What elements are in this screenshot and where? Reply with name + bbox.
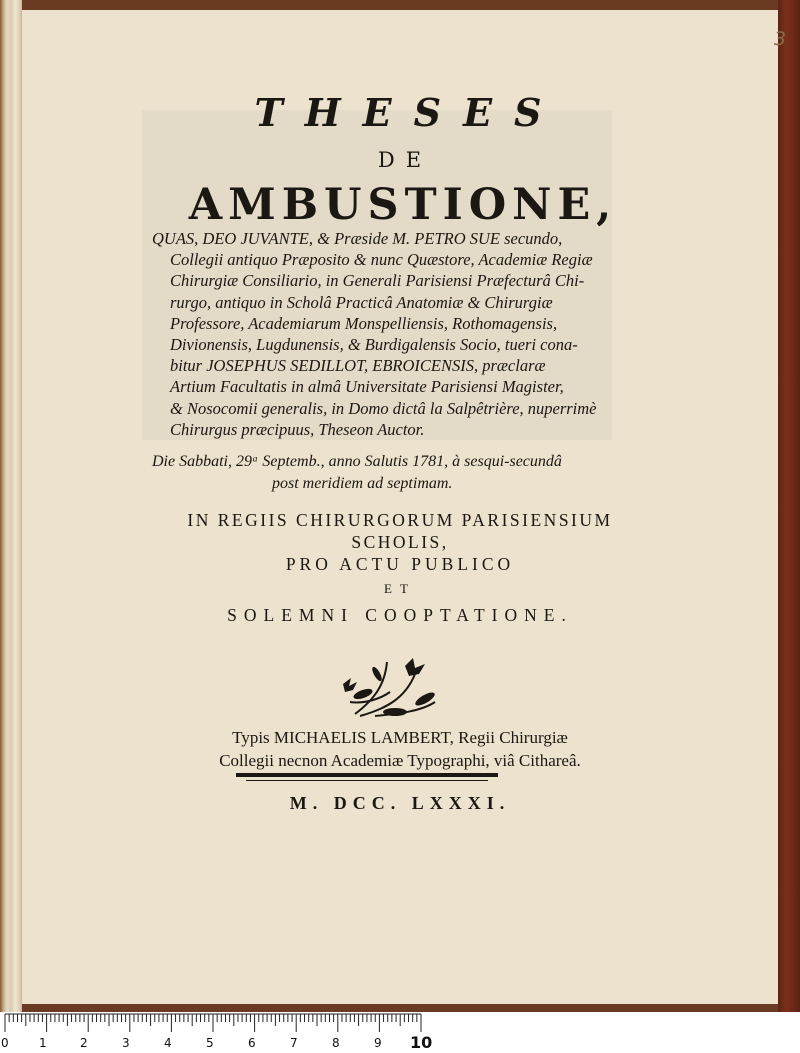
- page-gutter: [0, 0, 22, 1012]
- body-line: QUAS, DEO JUVANTE, & Præside M. PETRO SUE secundo,: [152, 229, 563, 248]
- body-line: Divionensis, Lugdunensis, & Burdigalensis Socio, tueri cona-: [170, 335, 578, 354]
- scale-ruler: [0, 1012, 800, 1053]
- title: THESES: [254, 90, 564, 135]
- ruler-label: 1: [39, 1036, 47, 1050]
- rule-line: [236, 773, 498, 777]
- ruler-label: 7: [290, 1036, 298, 1050]
- ruler-label: 8: [332, 1036, 340, 1050]
- location-line: IN REGIIS CHIRURGORUM PARISIENSIUM: [187, 510, 613, 530]
- ruler-ticks: [0, 1012, 800, 1053]
- ruler-label: 10: [410, 1033, 433, 1052]
- publication-year: M. DCC. LXXXI.: [289, 793, 511, 813]
- subject-title: AMBUSTIONE,: [188, 180, 618, 230]
- body-line: Chirurgiæ Consiliario, in Generali Parisiensi Præfecturâ Chi-: [170, 271, 585, 290]
- location-line: ET: [384, 581, 416, 596]
- body-line: rurgo, antiquo in Scholâ Practicâ Anatomiæ & Chirurgiæ: [170, 293, 553, 312]
- ruler-label: 6: [248, 1036, 256, 1050]
- title-page: [22, 10, 787, 1004]
- body-line: Artium Facultatis in almâ Universitate Parisiensi Magister,: [170, 377, 564, 396]
- body-line: Chirurgus præcipuus, Theseon Auctor.: [170, 420, 425, 439]
- ruler-label: 9: [374, 1036, 382, 1050]
- location-line: SCHOLIS,: [351, 532, 449, 552]
- ruler-label: 5: [206, 1036, 214, 1050]
- body-line: Professore, Academiarum Monspelliensis, Rothomagensis,: [170, 314, 558, 333]
- flower-ornament: [335, 654, 445, 722]
- binding-edge: [778, 0, 800, 1012]
- title-de: DE: [377, 148, 433, 172]
- ruler-label: 2: [80, 1036, 88, 1050]
- folio-number: 3: [774, 28, 787, 50]
- defense-time: post meridiem ad septimam.: [272, 475, 453, 492]
- printer-line: Typis MICHAELIS LAMBERT, Regii Chirurgiæ: [232, 728, 568, 747]
- ruler-label: 4: [164, 1036, 172, 1050]
- printer-line: Collegii necnon Academiæ Typographi, viâ Cithareâ.: [219, 751, 581, 770]
- body-line: Collegii antiquo Præposito & nunc Quæstore, Academiæ Regiæ: [170, 250, 593, 269]
- ruler-label: 3: [122, 1036, 130, 1050]
- body-line: & Nosocomii generalis, in Domo dictâ la Salpêtrière, nuperrimè: [170, 399, 597, 418]
- rule-line-thin: [246, 780, 488, 781]
- location-line: PRO ACTU PUBLICO: [285, 554, 515, 574]
- location-line: SOLEMNI COOPTATIONE.: [227, 605, 573, 625]
- ruler-label: 0: [1, 1036, 9, 1050]
- defense-date: Die Sabbati, 29ᵃ Septemb., anno Salutis 1781, à sesqui-secundâ: [152, 453, 562, 470]
- body-line: bitur JOSEPHUS SEDILLOT, EBROICENSIS, præclaræ: [170, 356, 546, 375]
